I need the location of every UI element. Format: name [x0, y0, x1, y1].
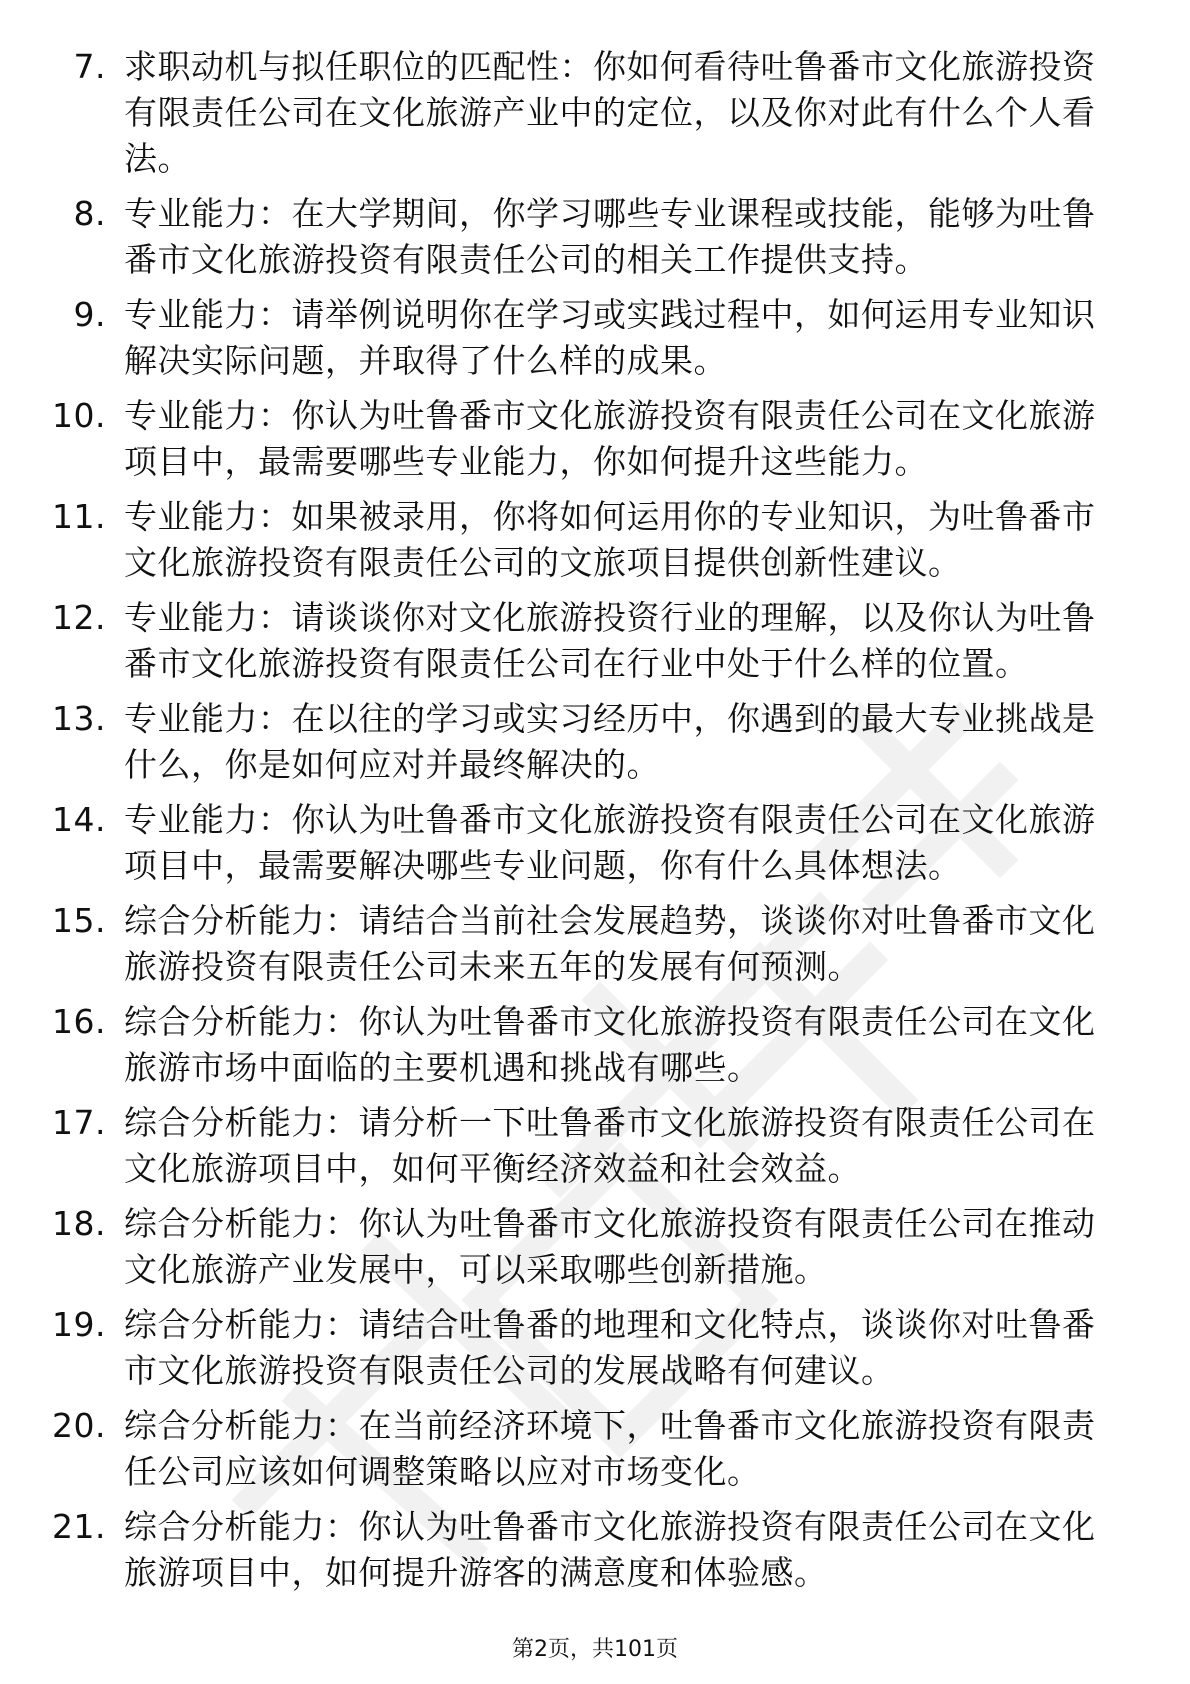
- question-number: 15.: [52, 901, 106, 940]
- question-item: [40, 1201, 1120, 1293]
- question-item: [40, 898, 1120, 990]
- question-text: 综合分析能力：在当前经济环境下，吐鲁番市文化旅游投资有限责任公司应该如何调整策略以应对市场变化。: [124, 1406, 1096, 1491]
- question-number: 20.: [52, 1406, 106, 1445]
- question-text: 综合分析能力：请分析一下吐鲁番市文化旅游投资有限责任公司在文化旅游项目中，如何平衡经济效益和社会效益。: [124, 1103, 1096, 1188]
- question-number: 10.: [52, 396, 106, 435]
- question-number: 16.: [52, 1002, 106, 1041]
- question-number: 17.: [52, 1103, 106, 1142]
- question-item: [40, 191, 1120, 283]
- question-text: 专业能力：你认为吐鲁番市文化旅游投资有限责任公司在文化旅游项目中，最需要解决哪些专业问题，你有什么具体想法。: [124, 800, 1096, 885]
- question-text: 专业能力：你认为吐鲁番市文化旅游投资有限责任公司在文化旅游项目中，最需要哪些专业能力，你如何提升这些能力。: [124, 396, 1096, 481]
- question-text: 综合分析能力：请结合当前社会发展趋势，谈谈你对吐鲁番市文化旅游投资有限责任公司未来五年的发展有何预测。: [124, 901, 1096, 986]
- question-number: 19.: [52, 1305, 106, 1344]
- question-item: [40, 595, 1120, 687]
- question-number: 18.: [52, 1204, 106, 1243]
- page-number-label: 第2页，共101页: [512, 1637, 678, 1662]
- question-number: 14.: [52, 800, 106, 839]
- page-footer: [0, 1636, 1190, 1664]
- question-text: 专业能力：请举例说明你在学习或实践过程中，如何运用专业知识解决实际问题，并取得了什么样的成果。: [124, 295, 1096, 380]
- question-number: 7.: [73, 47, 106, 86]
- question-text: 专业能力：如果被录用，你将如何运用你的专业知识，为吐鲁番市文化旅游投资有限责任公司的文旅项目提供创新性建议。: [124, 497, 1096, 582]
- question-item: [40, 797, 1120, 889]
- question-text: 专业能力：请谈谈你对文化旅游投资行业的理解，以及你认为吐鲁番市文化旅游投资有限责任公司在行业中处于什么样的位置。: [124, 598, 1096, 683]
- question-item: [40, 494, 1120, 586]
- question-item: [40, 44, 1120, 182]
- question-number: 11.: [52, 497, 106, 536]
- question-number: 9.: [73, 295, 106, 334]
- question-item: [40, 292, 1120, 384]
- question-text: 专业能力：在大学期间，你学习哪些专业课程或技能，能够为吐鲁番市文化旅游投资有限责任公司的相关工作提供支持。: [124, 194, 1096, 279]
- question-number: 8.: [73, 194, 106, 233]
- question-text: 综合分析能力：请结合吐鲁番的地理和文化特点，谈谈你对吐鲁番市文化旅游投资有限责任公司的发展战略有何建议。: [124, 1305, 1096, 1390]
- question-item: [40, 393, 1120, 485]
- question-text: 求职动机与拟任职位的匹配性：你如何看待吐鲁番市文化旅游投资有限责任公司在文化旅游产业中的定位，以及你对此有什么个人看法。: [124, 47, 1096, 178]
- question-item: [40, 696, 1120, 788]
- question-number: 13.: [52, 699, 106, 738]
- question-number: 12.: [52, 598, 106, 637]
- question-list: [40, 44, 1120, 1605]
- question-item: [40, 1504, 1120, 1596]
- question-item: [40, 999, 1120, 1091]
- question-text: 专业能力：在以往的学习或实习经历中，你遇到的最大专业挑战是什么，你是如何应对并最终解决的。: [124, 699, 1096, 784]
- question-text: 综合分析能力：你认为吐鲁番市文化旅游投资有限责任公司在文化旅游项目中，如何提升游客的满意度和体验感。: [124, 1507, 1096, 1592]
- question-text: 综合分析能力：你认为吐鲁番市文化旅游投资有限责任公司在文化旅游市场中面临的主要机遇和挑战有哪些。: [124, 1002, 1096, 1087]
- question-item: [40, 1403, 1120, 1495]
- question-item: [40, 1100, 1120, 1192]
- question-text: 综合分析能力：你认为吐鲁番市文化旅游投资有限责任公司在推动文化旅游产业发展中，可以采取哪些创新措施。: [124, 1204, 1096, 1289]
- question-number: 21.: [52, 1507, 106, 1546]
- question-item: [40, 1302, 1120, 1394]
